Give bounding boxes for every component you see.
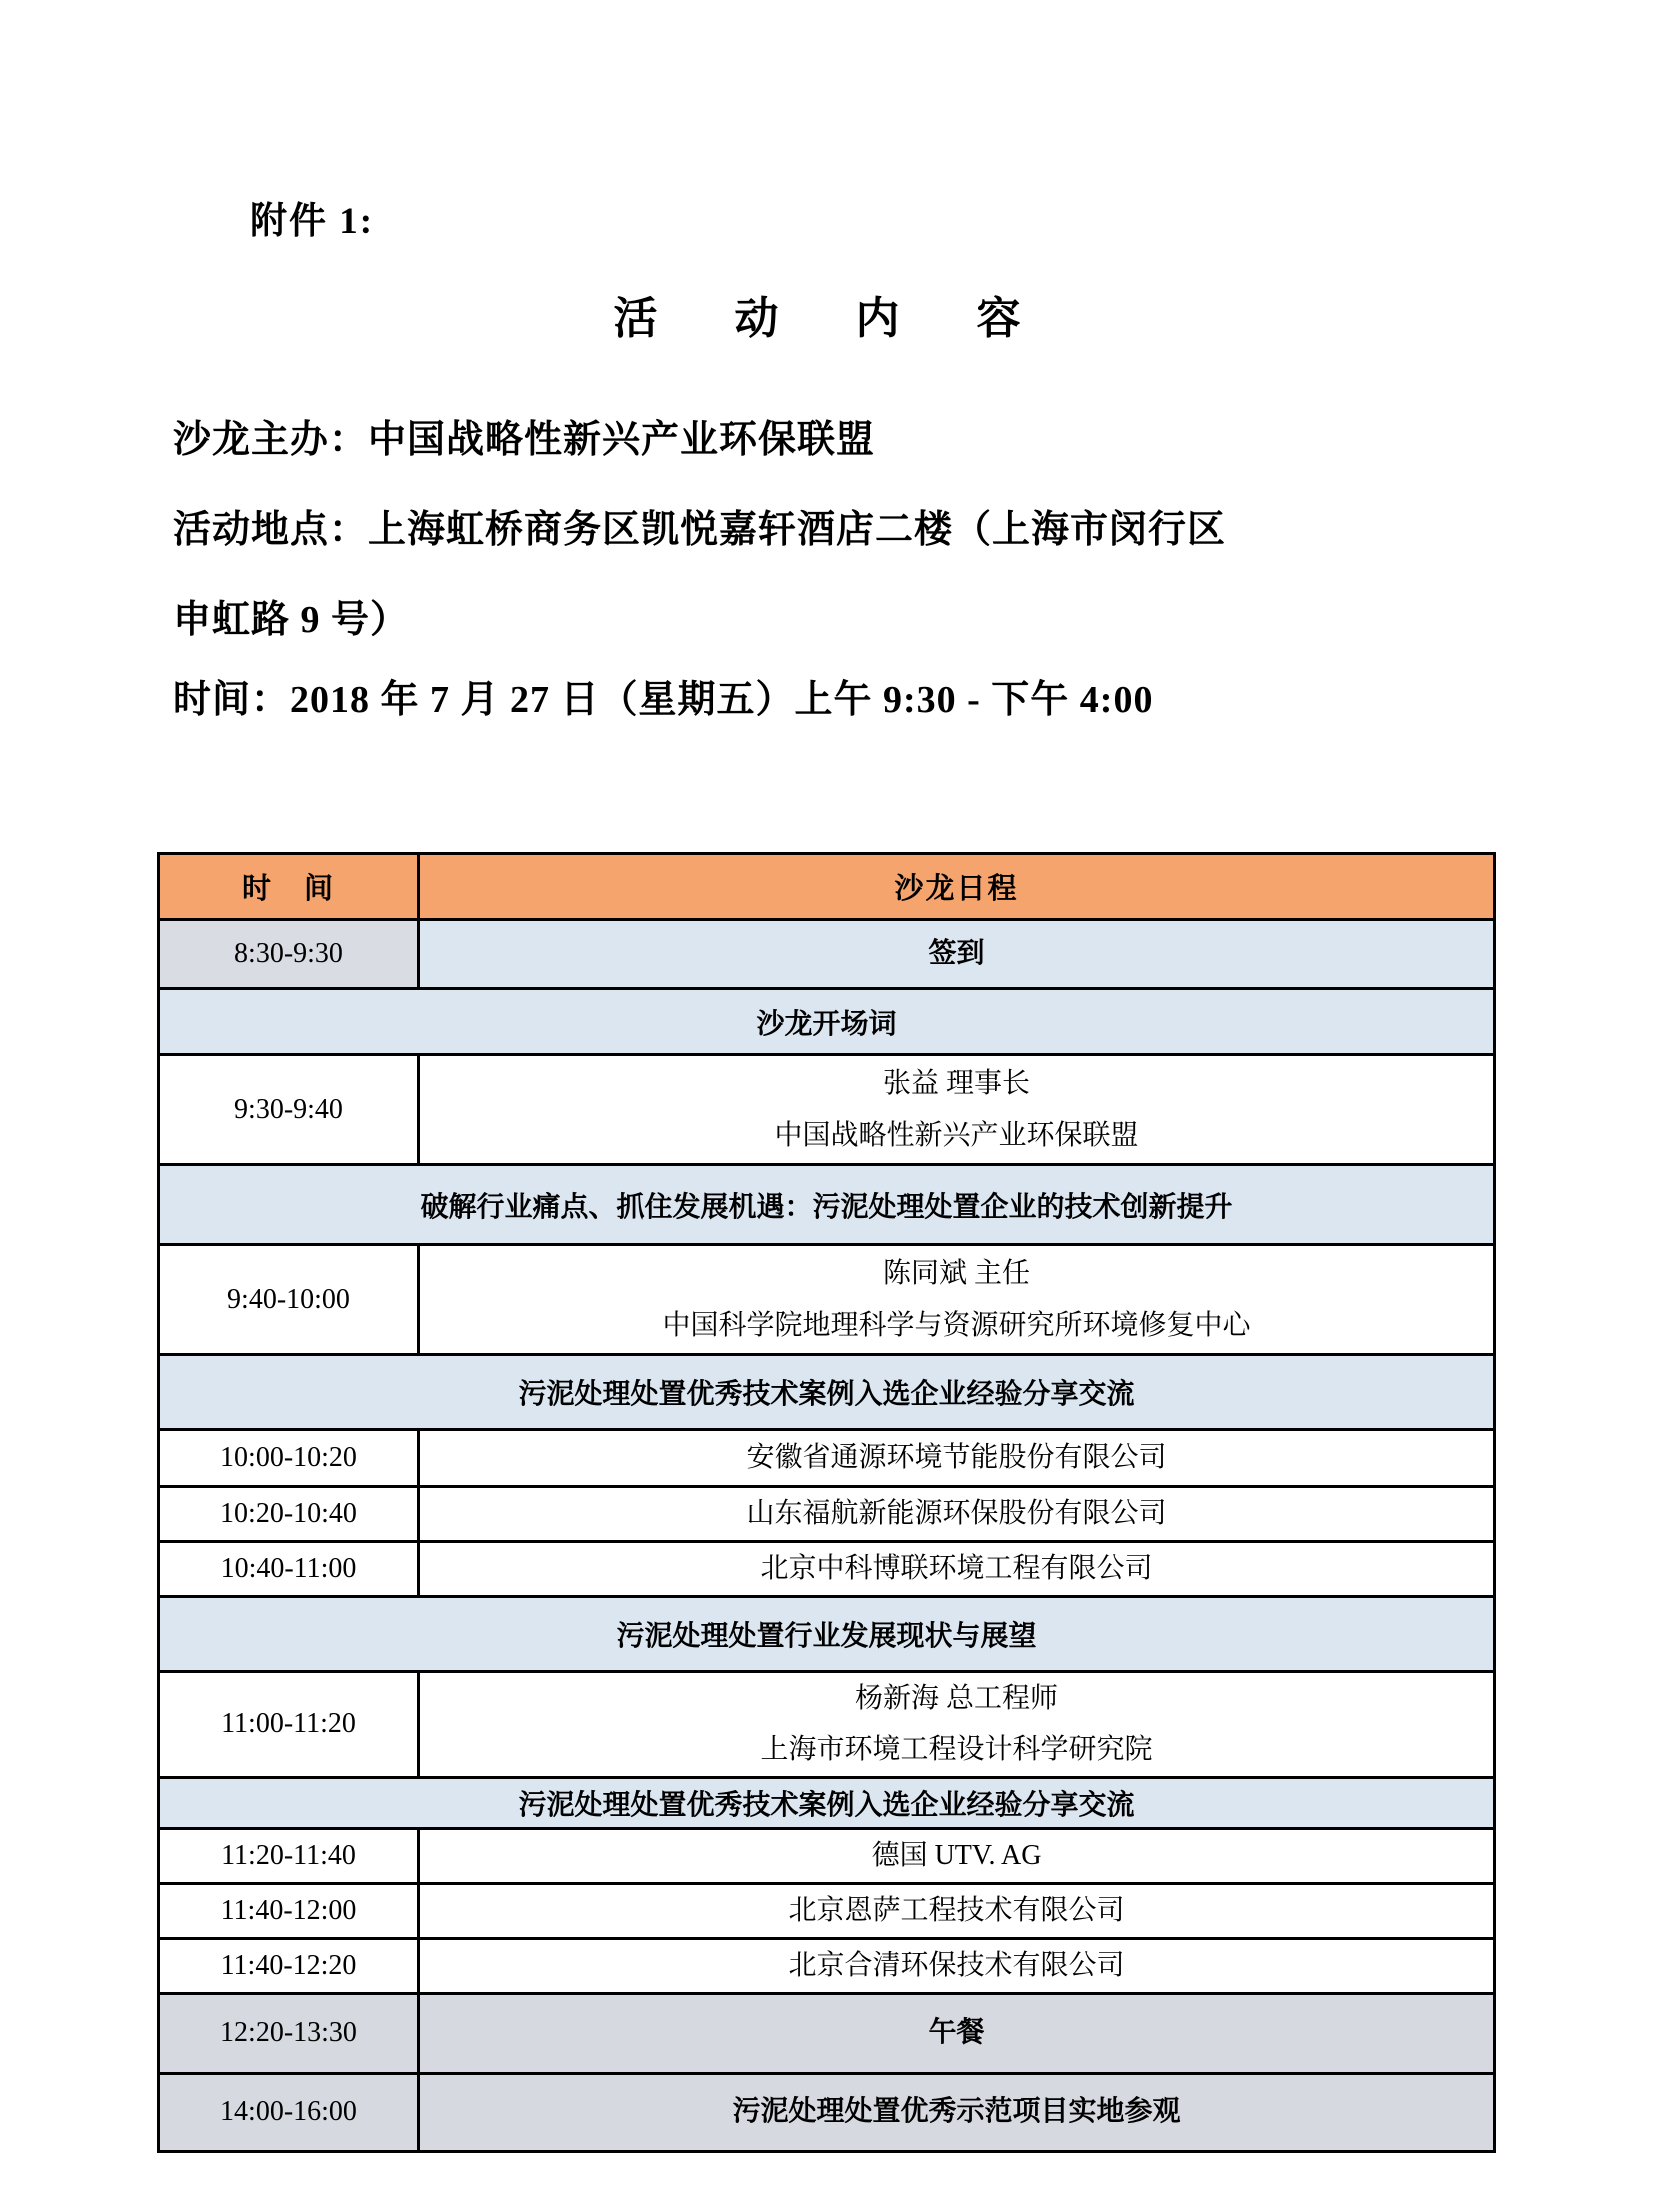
agenda-line: 中国战略性新兴产业环保联盟 <box>774 1119 1139 1151</box>
time-cell: 8:30-9:30 <box>159 920 419 989</box>
info-line-time: 时间：2018 年 7 月 27 日（星期五）上午 9:30 - 下午 4:00 <box>173 679 1154 721</box>
section-title: 沙龙开场词 <box>159 989 1495 1055</box>
schedule-row <box>159 2073 1495 2151</box>
agenda-line: 杨新海 总工程师 <box>854 1682 1058 1714</box>
agenda-line: 午餐 <box>928 2017 985 2049</box>
schedule-table <box>157 852 1496 2153</box>
schedule-row <box>159 1671 1495 1778</box>
agenda-line: 山东福航新能源环保股份有限公司 <box>746 1498 1167 1529</box>
agenda-cell <box>419 1245 1495 1355</box>
section-title: 污泥处理处置优秀技术案例入选企业经验分享交流 <box>159 1355 1495 1430</box>
time-cell: 11:20-11:40 <box>159 1829 419 1884</box>
schedule-body <box>159 920 1495 2152</box>
agenda-line: 签到 <box>928 938 985 970</box>
schedule-row <box>159 1541 1495 1596</box>
time-cell: 14:00-16:00 <box>159 2073 419 2151</box>
agenda-cell <box>419 1055 1495 1165</box>
agenda-line: 陈同斌 主任 <box>882 1257 1030 1289</box>
section-title: 污泥处理处置行业发展现状与展望 <box>159 1596 1495 1671</box>
schedule-row <box>159 1055 1495 1165</box>
agenda-cell <box>419 1671 1495 1778</box>
agenda-cell <box>419 1883 1495 1938</box>
schedule-row <box>159 1938 1495 1993</box>
schedule-row <box>159 1487 1495 1542</box>
section-title: 破解行业痛点、抓住发展机遇：污泥处理处置企业的技术创新提升 <box>159 1165 1495 1245</box>
header-agenda-cell: 沙龙日程 <box>419 854 1495 920</box>
time-cell: 9:30-9:40 <box>159 1055 419 1165</box>
agenda-cell <box>419 920 1495 989</box>
agenda-line: 德国 UTV. AG <box>871 1840 1042 1872</box>
agenda-cell <box>419 2073 1495 2151</box>
time-cell: 12:20-13:30 <box>159 1993 419 2073</box>
schedule-row <box>159 1245 1495 1355</box>
agenda-line: 中国科学院地理科学与资源研究所环境修复中心 <box>662 1309 1251 1341</box>
section-row <box>159 989 1495 1055</box>
header-time-cell: 时 间 <box>159 854 419 920</box>
agenda-line: 北京中科博联环境工程有限公司 <box>760 1552 1153 1584</box>
agenda-line: 污泥处理处置优秀示范项目实地参观 <box>732 2096 1181 2128</box>
time-cell: 11:40-12:20 <box>159 1938 419 1993</box>
section-row <box>159 1596 1495 1671</box>
section-title: 污泥处理处置优秀技术案例入选企业经验分享交流 <box>159 1778 1495 1829</box>
info-line-location-cont: 申虹路 9 号） <box>173 599 410 641</box>
schedule-row <box>159 1829 1495 1884</box>
agenda-line: 北京合清环保技术有限公司 <box>788 1949 1125 1981</box>
time-cell: 10:40-11:00 <box>159 1541 419 1596</box>
time-cell: 10:20-10:40 <box>159 1487 419 1542</box>
agenda-cell <box>419 1993 1495 2073</box>
agenda-cell <box>419 1430 1495 1487</box>
time-cell: 11:40-12:00 <box>159 1883 419 1938</box>
agenda-line: 安徽省通源环境节能股份有限公司 <box>746 1442 1167 1474</box>
schedule-header-row <box>159 854 1495 920</box>
attachment-label: 附件 1: <box>250 201 375 242</box>
info-line-host: 沙龙主办：中国战略性新兴产业环保联盟 <box>173 419 876 461</box>
agenda-cell <box>419 1829 1495 1884</box>
section-row <box>159 1165 1495 1245</box>
time-cell: 9:40-10:00 <box>159 1245 419 1355</box>
agenda-line: 北京恩萨工程技术有限公司 <box>788 1894 1125 1926</box>
schedule-row <box>159 920 1495 989</box>
agenda-cell <box>419 1938 1495 1993</box>
time-cell: 10:00-10:20 <box>159 1430 419 1487</box>
time-cell: 11:00-11:20 <box>159 1671 419 1778</box>
section-row <box>159 1355 1495 1430</box>
schedule-row <box>159 1993 1495 2073</box>
page-title: 活 动 内 容 <box>613 294 1041 343</box>
agenda-line: 上海市环境工程设计科学研究院 <box>760 1734 1153 1766</box>
info-line-location: 活动地点：上海虹桥商务区凯悦嘉轩酒店二楼（上海市闵行区 <box>173 509 1227 551</box>
section-row <box>159 1778 1495 1829</box>
agenda-line: 张益 理事长 <box>882 1067 1030 1099</box>
schedule-row <box>159 1883 1495 1938</box>
agenda-cell <box>419 1487 1495 1542</box>
agenda-cell <box>419 1541 1495 1596</box>
schedule-row <box>159 1430 1495 1487</box>
